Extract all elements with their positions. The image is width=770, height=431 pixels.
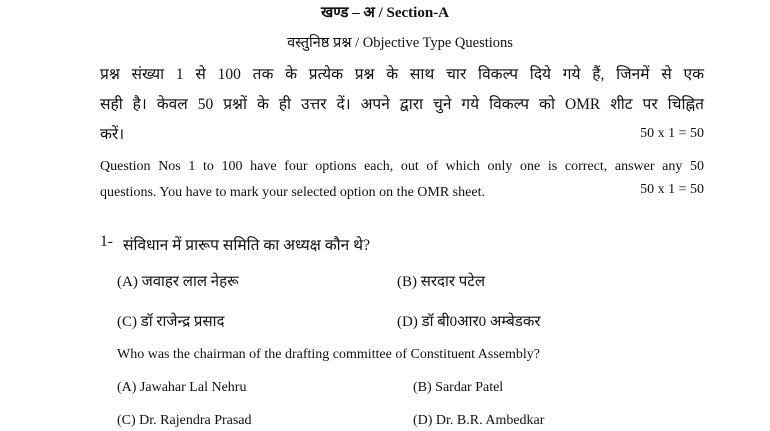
option-a-hindi[interactable]: (A) जवाहर लाल नेहरू [117,274,239,290]
question-number: 1- [100,233,113,250]
instruction-english-line: questions. You have to mark your selected option on the OMR sheet. [100,185,485,200]
section-title: खण्ड – अ / Section-A [320,5,450,21]
instruction-hindi-line: सही है। केवल 50 प्रश्नों के ही उत्तर दें। अपने द्वारा चुने गये विकल्प को OMR शीट पर चिह्नित [100,96,704,113]
option-d-hindi[interactable]: (D) डॉ बी0आर0 अम्बेडकर [397,314,541,330]
section-subtitle: वस्तुनिष्ठ प्रश्न / Objective Type Questions [287,35,513,51]
option-a-english[interactable]: (A) Jawahar Lal Nehru [117,380,247,395]
option-d-english[interactable]: (D) Dr. B.R. Ambedkar [413,413,545,428]
option-c-english[interactable]: (C) Dr. Rajendra Prasad [117,413,252,428]
question-text-hindi: संविधान में प्रारूप समिति का अध्यक्ष कौन थे? [123,237,370,254]
instruction-hindi-line: प्रश्न संख्या 1 से 100 तक के प्रत्येक प्रश्न के साथ चार विकल्प दिये गये हैं, जिनमें से एक [100,66,704,83]
instruction-english-line: Question Nos 1 to 100 have four options each, out of which only one is correct, answer any 50 [100,159,704,174]
marks-english: 50 x 1 = 50 [640,182,704,197]
question-text-english: Who was the chairman of the drafting committee of Constituent Assembly? [117,347,541,362]
marks-hindi: 50 x 1 = 50 [640,126,704,141]
option-b-hindi[interactable]: (B) सरदार पटेल [397,274,486,290]
instructions-hindi [100,60,704,150]
instructions-english [100,154,704,206]
instruction-hindi-line: करें। [100,126,125,143]
option-b-english[interactable]: (B) Sardar Patel [413,380,504,395]
option-c-hindi[interactable]: (C) डॉ राजेन्द्र प्रसाद [117,314,225,330]
